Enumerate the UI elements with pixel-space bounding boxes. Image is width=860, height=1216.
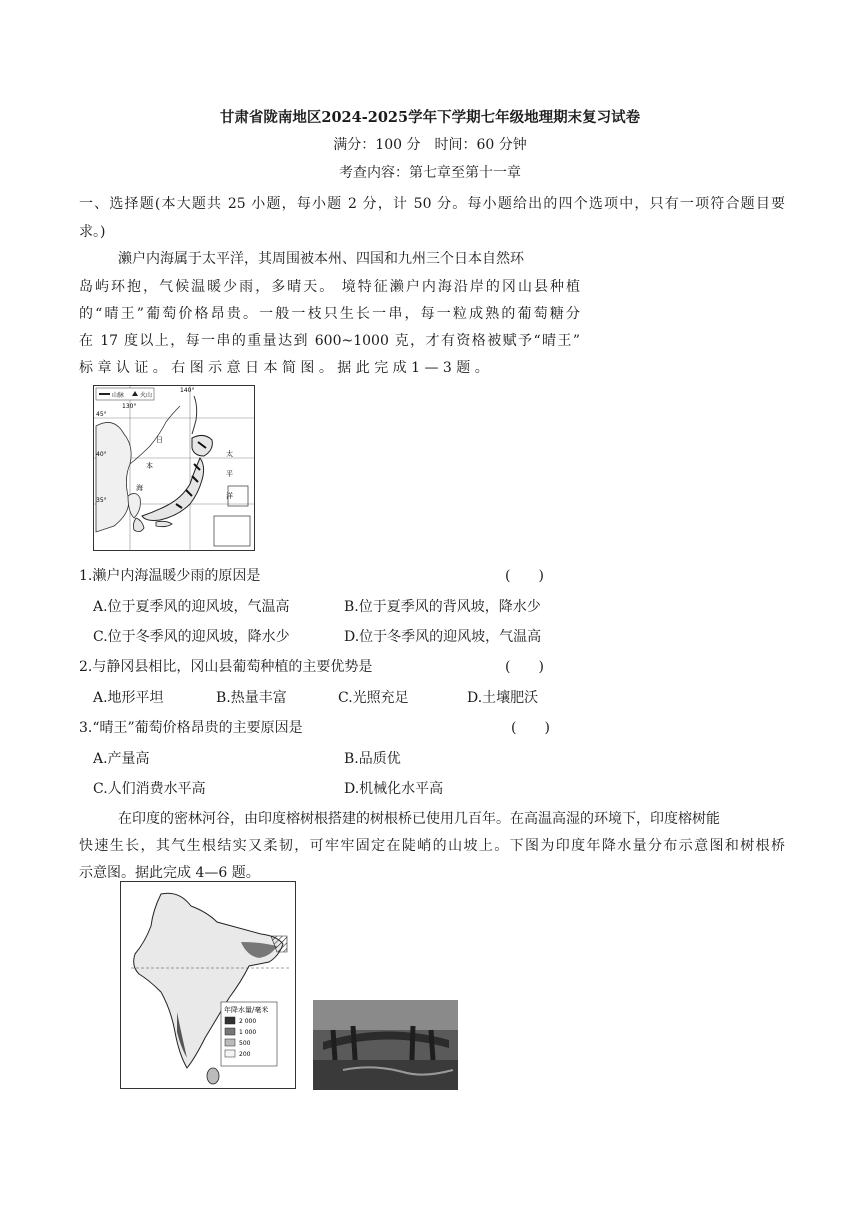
precip-legend-500: 500 (239, 1040, 251, 1047)
precip-legend-1000: 1 000 (239, 1029, 257, 1036)
india-precipitation-map (120, 881, 296, 1089)
question-2-option-a: A.地形平坦 (93, 690, 164, 706)
japan-map (93, 385, 255, 551)
root-bridge-photo (313, 1000, 458, 1090)
question-3-option-a: A.产量高 (93, 751, 150, 767)
question-1-option-b: B.位于夏季风的背风坡，降水少 (344, 599, 541, 615)
map-label-ri: 日 (156, 436, 163, 444)
score-time-line: 满分：100 分 时间：60 分钟 (333, 137, 527, 153)
passage2-line-1: 快速生长，其气生根结实又柔韧，可牢牢固定在陡峭的山坡上。下图为印度年降水量分布示意图和树根桥 (79, 838, 785, 854)
lon-label-140: 140° (180, 387, 195, 394)
root-bridge-graphic (313, 1000, 458, 1090)
question-3-stem: 3.“晴王”葡萄价格昂贵的主要原因是 (79, 720, 303, 736)
passage1-line-2: 的“晴王”葡萄价格昂贵。一般一枝只生长一串，每一粒成熟的葡萄糖分 (79, 306, 580, 322)
question-1-stem: 1.濑户内海温暖少雨的原因是 (79, 568, 261, 584)
lat-label-35: 35° (96, 497, 107, 504)
question-3-option-c: C.人们消费水平高 (93, 781, 206, 797)
passage1-line-1: 岛屿环抱，气候温暖少雨，多晴天。 境特征濑户内海沿岸的冈山县种植 (79, 279, 580, 295)
section-heading-line2: 求。) (79, 224, 106, 240)
legend-volcano-label: 火山 (140, 392, 153, 399)
map-label-yang: 洋 (226, 492, 233, 500)
india-map-graphic (121, 882, 295, 1088)
question-3-option-d: D.机械化水平高 (344, 781, 444, 797)
map-label-hai: 海 (136, 484, 143, 492)
lat-label-40: 40° (96, 451, 107, 458)
question-3-option-b: B.品质优 (344, 751, 401, 767)
map-label-ben: 本 (146, 462, 153, 470)
lat-label-45: 45° (96, 411, 107, 418)
map-label-tai: 太 (226, 450, 233, 458)
page-title: 甘肃省陇南地区2024-2025学年下学期七年级地理期末复习试卷 (219, 109, 641, 126)
precip-legend-title: 年降水量/毫米 (224, 1006, 269, 1014)
exam-scope-line: 考查内容：第七章至第十一章 (339, 165, 521, 181)
legend-mountain-label: 山脉 (112, 392, 125, 399)
question-2-option-c: C.光照充足 (338, 690, 409, 706)
question-3-answer-paren: ( ) (511, 720, 550, 736)
passage1-line-3: 在 17 度以上，每一串的重量达到 600~1000 克，才有资格被赋予“晴王” (79, 333, 580, 349)
map-label-ping: 平 (226, 470, 233, 478)
lon-label-130: 130° (122, 403, 137, 410)
passage2-line-0: 在印度的密林河谷，由印度榕树根搭建的树根桥已使用几百年。在高温高湿的环境下，印度榕树能 (118, 811, 720, 827)
question-2-stem: 2.与静冈县相比，冈山县葡萄种植的主要优势是 (79, 659, 373, 675)
precip-legend-200: 200 (239, 1051, 251, 1058)
passage1-line-0: 濑户内海属于太平洋，其周围被本州、四国和九州三个日本自然环 (118, 251, 524, 267)
passage1-line-4: 标 章 认 证 。 右 图 示 意 日 本 简 图 。 据 此 完 成 1 — 3 题 。 (79, 360, 489, 376)
section-heading (79, 190, 785, 246)
question-2-answer-paren: ( ) (505, 659, 544, 675)
question-2-option-d: D.土壤肥沃 (467, 690, 539, 706)
japan-map-graphic (94, 386, 254, 550)
precip-legend-2000: 2 000 (239, 1018, 257, 1025)
question-1-answer-paren: ( ) (505, 568, 544, 584)
question-2-option-b: B.热量丰富 (216, 690, 287, 706)
passage2-line-2: 示意图。据此完成 4—6 题。 (79, 865, 260, 881)
question-1-option-a: A.位于夏季风的迎风坡，气温高 (93, 599, 290, 615)
section-heading-line1: 一、选择题(本大题共 25 小题，每小题 2 分，计 50 分。每小题给出的四个选项中，只有一项符合题目要 (79, 196, 785, 212)
question-1-option-d: D.位于冬季风的迎风坡，气温高 (344, 629, 542, 645)
question-1-option-c: C.位于冬季风的迎风坡，降水少 (93, 629, 290, 645)
